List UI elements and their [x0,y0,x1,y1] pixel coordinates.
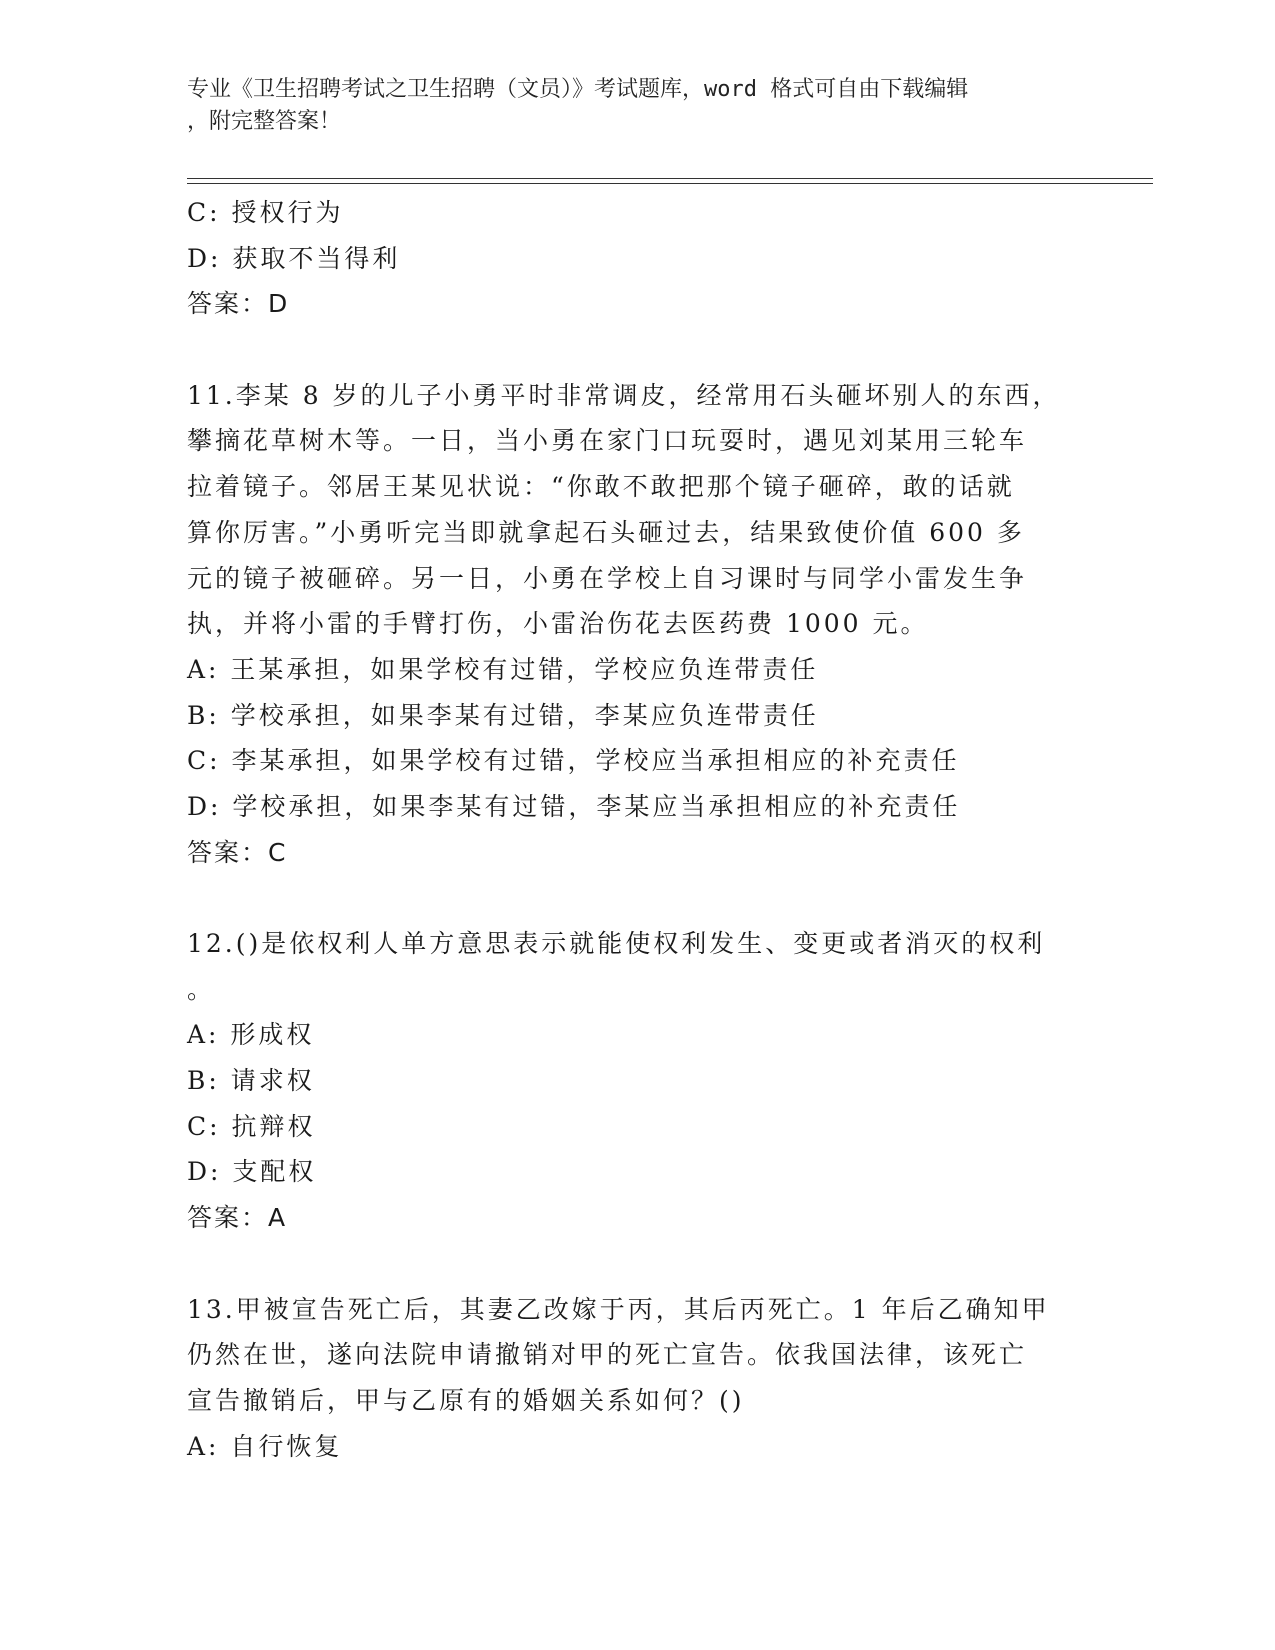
question-stem-line: 13.甲被宣告死亡后，其妻乙改嫁于丙，其后丙死亡。1 年后乙确知甲 [187,1294,1050,1324]
question-stem-line: 11.李某 8 岁的儿子小勇平时非常调皮，经常用石头砸坏别人的东西， [187,380,1061,410]
spacer [187,327,1087,373]
option-a: A: 自行恢复 [187,1431,343,1461]
question-stem-line: 元的镜子被砸碎。另一日，小勇在学校上自习课时与同学小雷发生争 [187,563,1028,593]
header-divider-double [187,183,1153,184]
page-header [187,74,1077,138]
option-d: D: 支配权 [187,1157,317,1187]
question-stem-line: 仍然在世，遂向法院申请撤销对甲的死亡宣告。依我国法律，该死亡 [187,1340,1028,1370]
option-a: A: 形成权 [187,1020,315,1050]
header-line-2: ，附完整答案！ [187,109,342,134]
question-stem-line: 拉着镜子。邻居王某见状说：“你敢不敢把那个镜子砸碎，敢的话就 [187,472,1015,502]
answer-line: 答案：D [187,289,290,319]
question-13 [187,1287,1087,1470]
question-11 [187,373,1087,876]
question-stem-line: 攀摘花草树木等。一日，当小勇在家门口玩耍时，遇见刘某用三轮车 [187,426,1028,456]
option-c: C: 李某承担，如果学校有过错，学校应当承担相应的补充责任 [187,746,960,776]
answer-line: 答案：A [187,1203,288,1233]
option-b: B: 学校承担，如果李某有过错，李某应负连带责任 [187,700,819,730]
question-content [187,190,1087,1469]
header-divider [187,178,1153,179]
option-d: D: 学校承担，如果李某有过错，李某应当承担相应的补充责任 [187,791,961,821]
option-c: C: 抗辩权 [187,1111,316,1141]
header-line-1: 专业《卫生招聘考试之卫生招聘（文员）》考试题库，word 格式可自由下载编辑 [187,77,969,102]
answer-line: 答案：C [187,837,288,867]
spacer [187,1241,1087,1287]
question-stem-line: 宣告撤销后，甲与乙原有的婚姻关系如何？() [187,1385,745,1415]
question-stem-line: 。 [187,974,216,1004]
option-d: D: 获取不当得利 [187,243,401,273]
question-stem-line: 执，并将小雷的手臂打伤，小雷治伤花去医药费 1000 元。 [187,609,929,639]
question-stem-line: 12.()是依权利人单方意思表示就能使权利发生、变更或者消灭的权利 [187,929,1046,958]
option-a: A: 王某承担，如果学校有过错，学校应负连带责任 [187,654,819,684]
question-12 [187,921,1087,1241]
spacer [187,875,1087,921]
option-c: C: 授权行为 [187,198,344,227]
option-b: B: 请求权 [187,1066,315,1096]
question-stem-line: 算你厉害。”小勇听完当即就拿起石头砸过去，结果致使价值 600 多 [187,517,1025,547]
